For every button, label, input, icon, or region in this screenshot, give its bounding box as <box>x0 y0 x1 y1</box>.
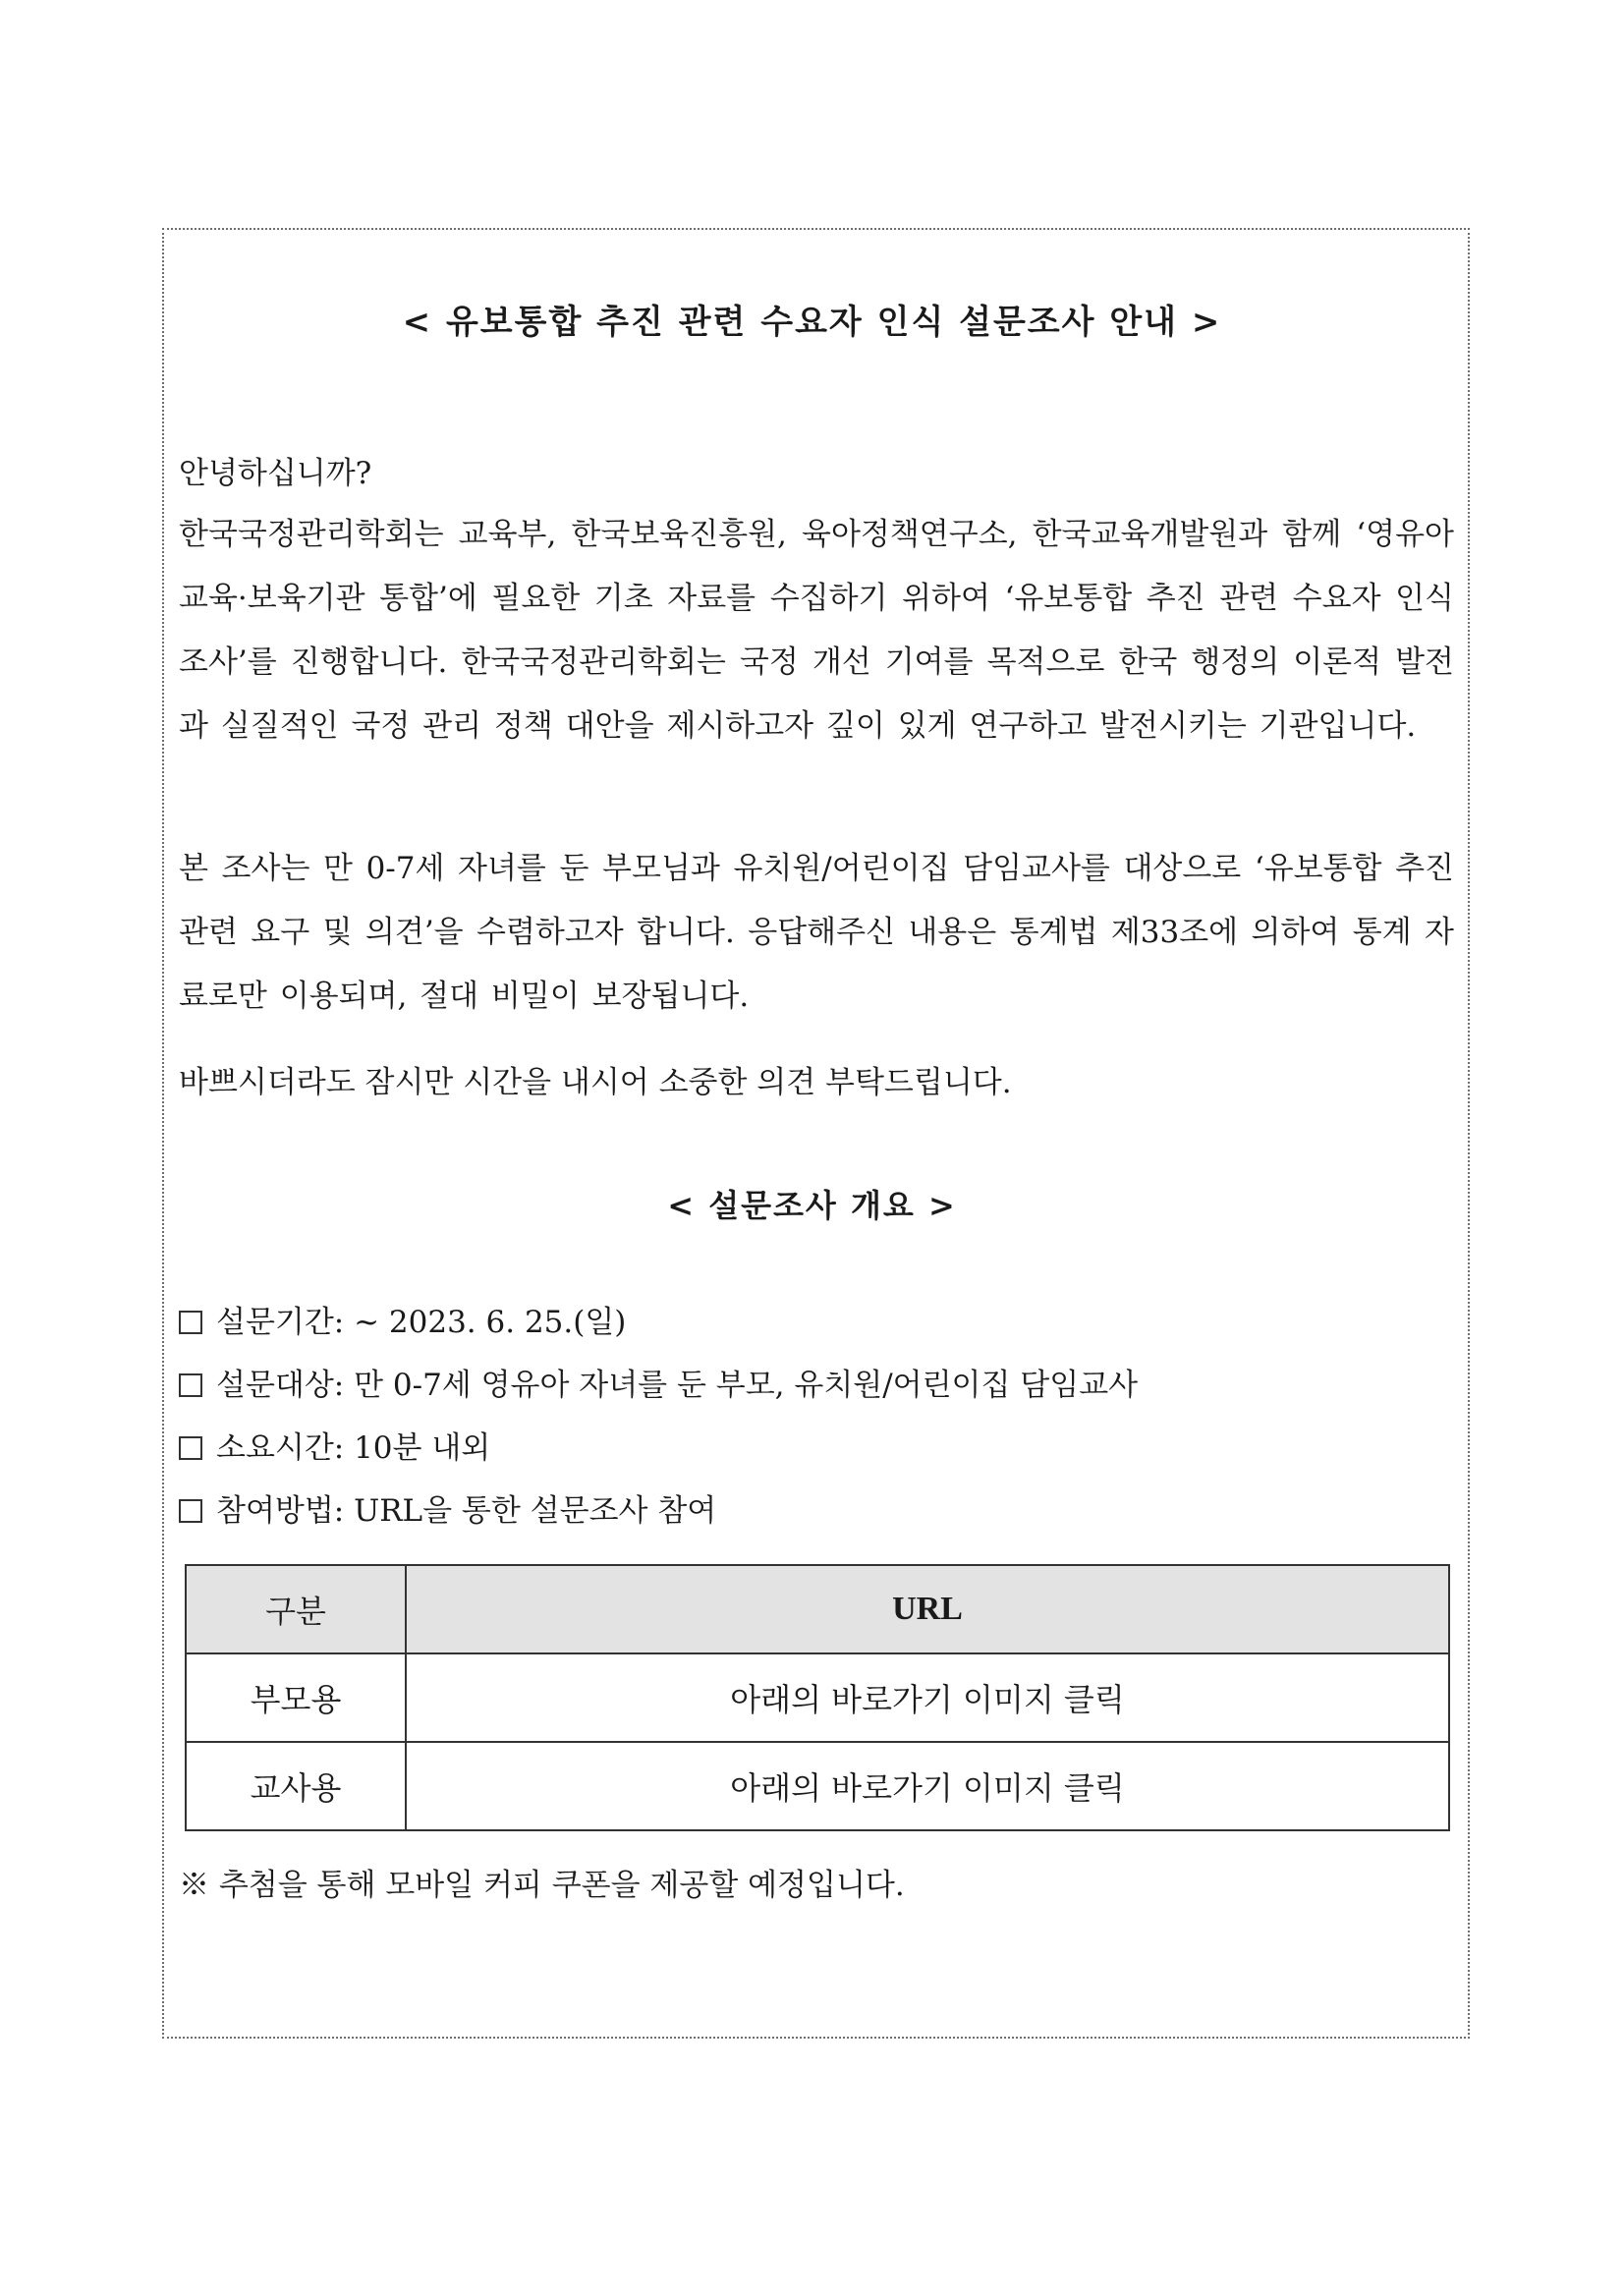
overview-item-text: 참여방법: URL을 통한 설문조사 참여 <box>216 1493 717 1529</box>
greeting: 안녕하십니까? <box>179 456 372 491</box>
overview-list <box>179 1291 1138 1542</box>
checkbox-icon <box>179 1436 202 1460</box>
overview-item-text: 설문기간: ~ 2023. 6. 25.(일) <box>216 1305 627 1340</box>
overview-title: < 설문조사 개요 > <box>667 1187 957 1224</box>
table-header-row <box>186 1565 1449 1653</box>
survey-purpose-paragraph: 본 조사는 만 0-7세 자녀를 둔 부모님과 유치원/어린이집 담임교사를 대상으로 ‘유보통합 추진 관련 요구 및 의견’을 수렴하고자 합니다. 응답해주신 내용은 통계법 제33조에 의하여 통계 자료로만 이용되며, 절대 비밀이 보장됩니다. <box>179 851 1454 1014</box>
overview-item-target <box>179 1354 1138 1417</box>
table-row <box>186 1653 1449 1742</box>
overview-item-text: 설문대상: 만 0-7세 영유아 자녀를 둔 부모, 유치원/어린이집 담임교사 <box>216 1368 1139 1403</box>
checkbox-icon <box>179 1499 202 1523</box>
header-url: URL <box>406 1565 1449 1653</box>
survey-url-table <box>185 1564 1450 1831</box>
row-url-parent: 아래의 바로가기 이미지 클릭 <box>406 1653 1449 1742</box>
overview-item-text: 소요시간: 10분 내외 <box>216 1430 491 1466</box>
checkbox-icon <box>179 1311 202 1334</box>
overview-item-method <box>179 1480 1138 1542</box>
request-paragraph: 바쁘시더라도 잠시만 시간을 내시어 소중한 의견 부탁드립니다. <box>179 1065 1012 1100</box>
header-category: 구분 <box>186 1565 406 1653</box>
document-title: < 유보통합 추진 관련 수요자 인식 설문조사 안내 > <box>402 303 1222 342</box>
table-row <box>186 1742 1449 1830</box>
row-category-parent: 부모용 <box>186 1653 406 1742</box>
row-url-teacher: 아래의 바로가기 이미지 클릭 <box>406 1742 1449 1830</box>
row-category-teacher: 교사용 <box>186 1742 406 1830</box>
overview-item-duration <box>179 1417 1138 1480</box>
checkbox-icon <box>179 1373 202 1397</box>
coupon-note: ※ 추첨을 통해 모바일 커피 쿠폰을 제공할 예정입니다. <box>179 1868 905 1903</box>
overview-item-period <box>179 1291 1138 1354</box>
intro-paragraph: 한국국정관리학회는 교육부, 한국보육진흥원, 육아정책연구소, 한국교육개발원과 함께 ‘영유아 교육·보육기관 통합’에 필요한 기초 자료를 수집하기 위하여 ‘유보통합 추진 관련 수요자 인식조사’를 진행합니다. 한국국정관리학회는 국정 개선 기여를 목적으로 한국 행정의 이론적 발전과 실질적인 국정 관리 정책 대안을 제시하고자 깊이 있게 연구하고 발전시키는 기관입니다. <box>179 517 1454 744</box>
